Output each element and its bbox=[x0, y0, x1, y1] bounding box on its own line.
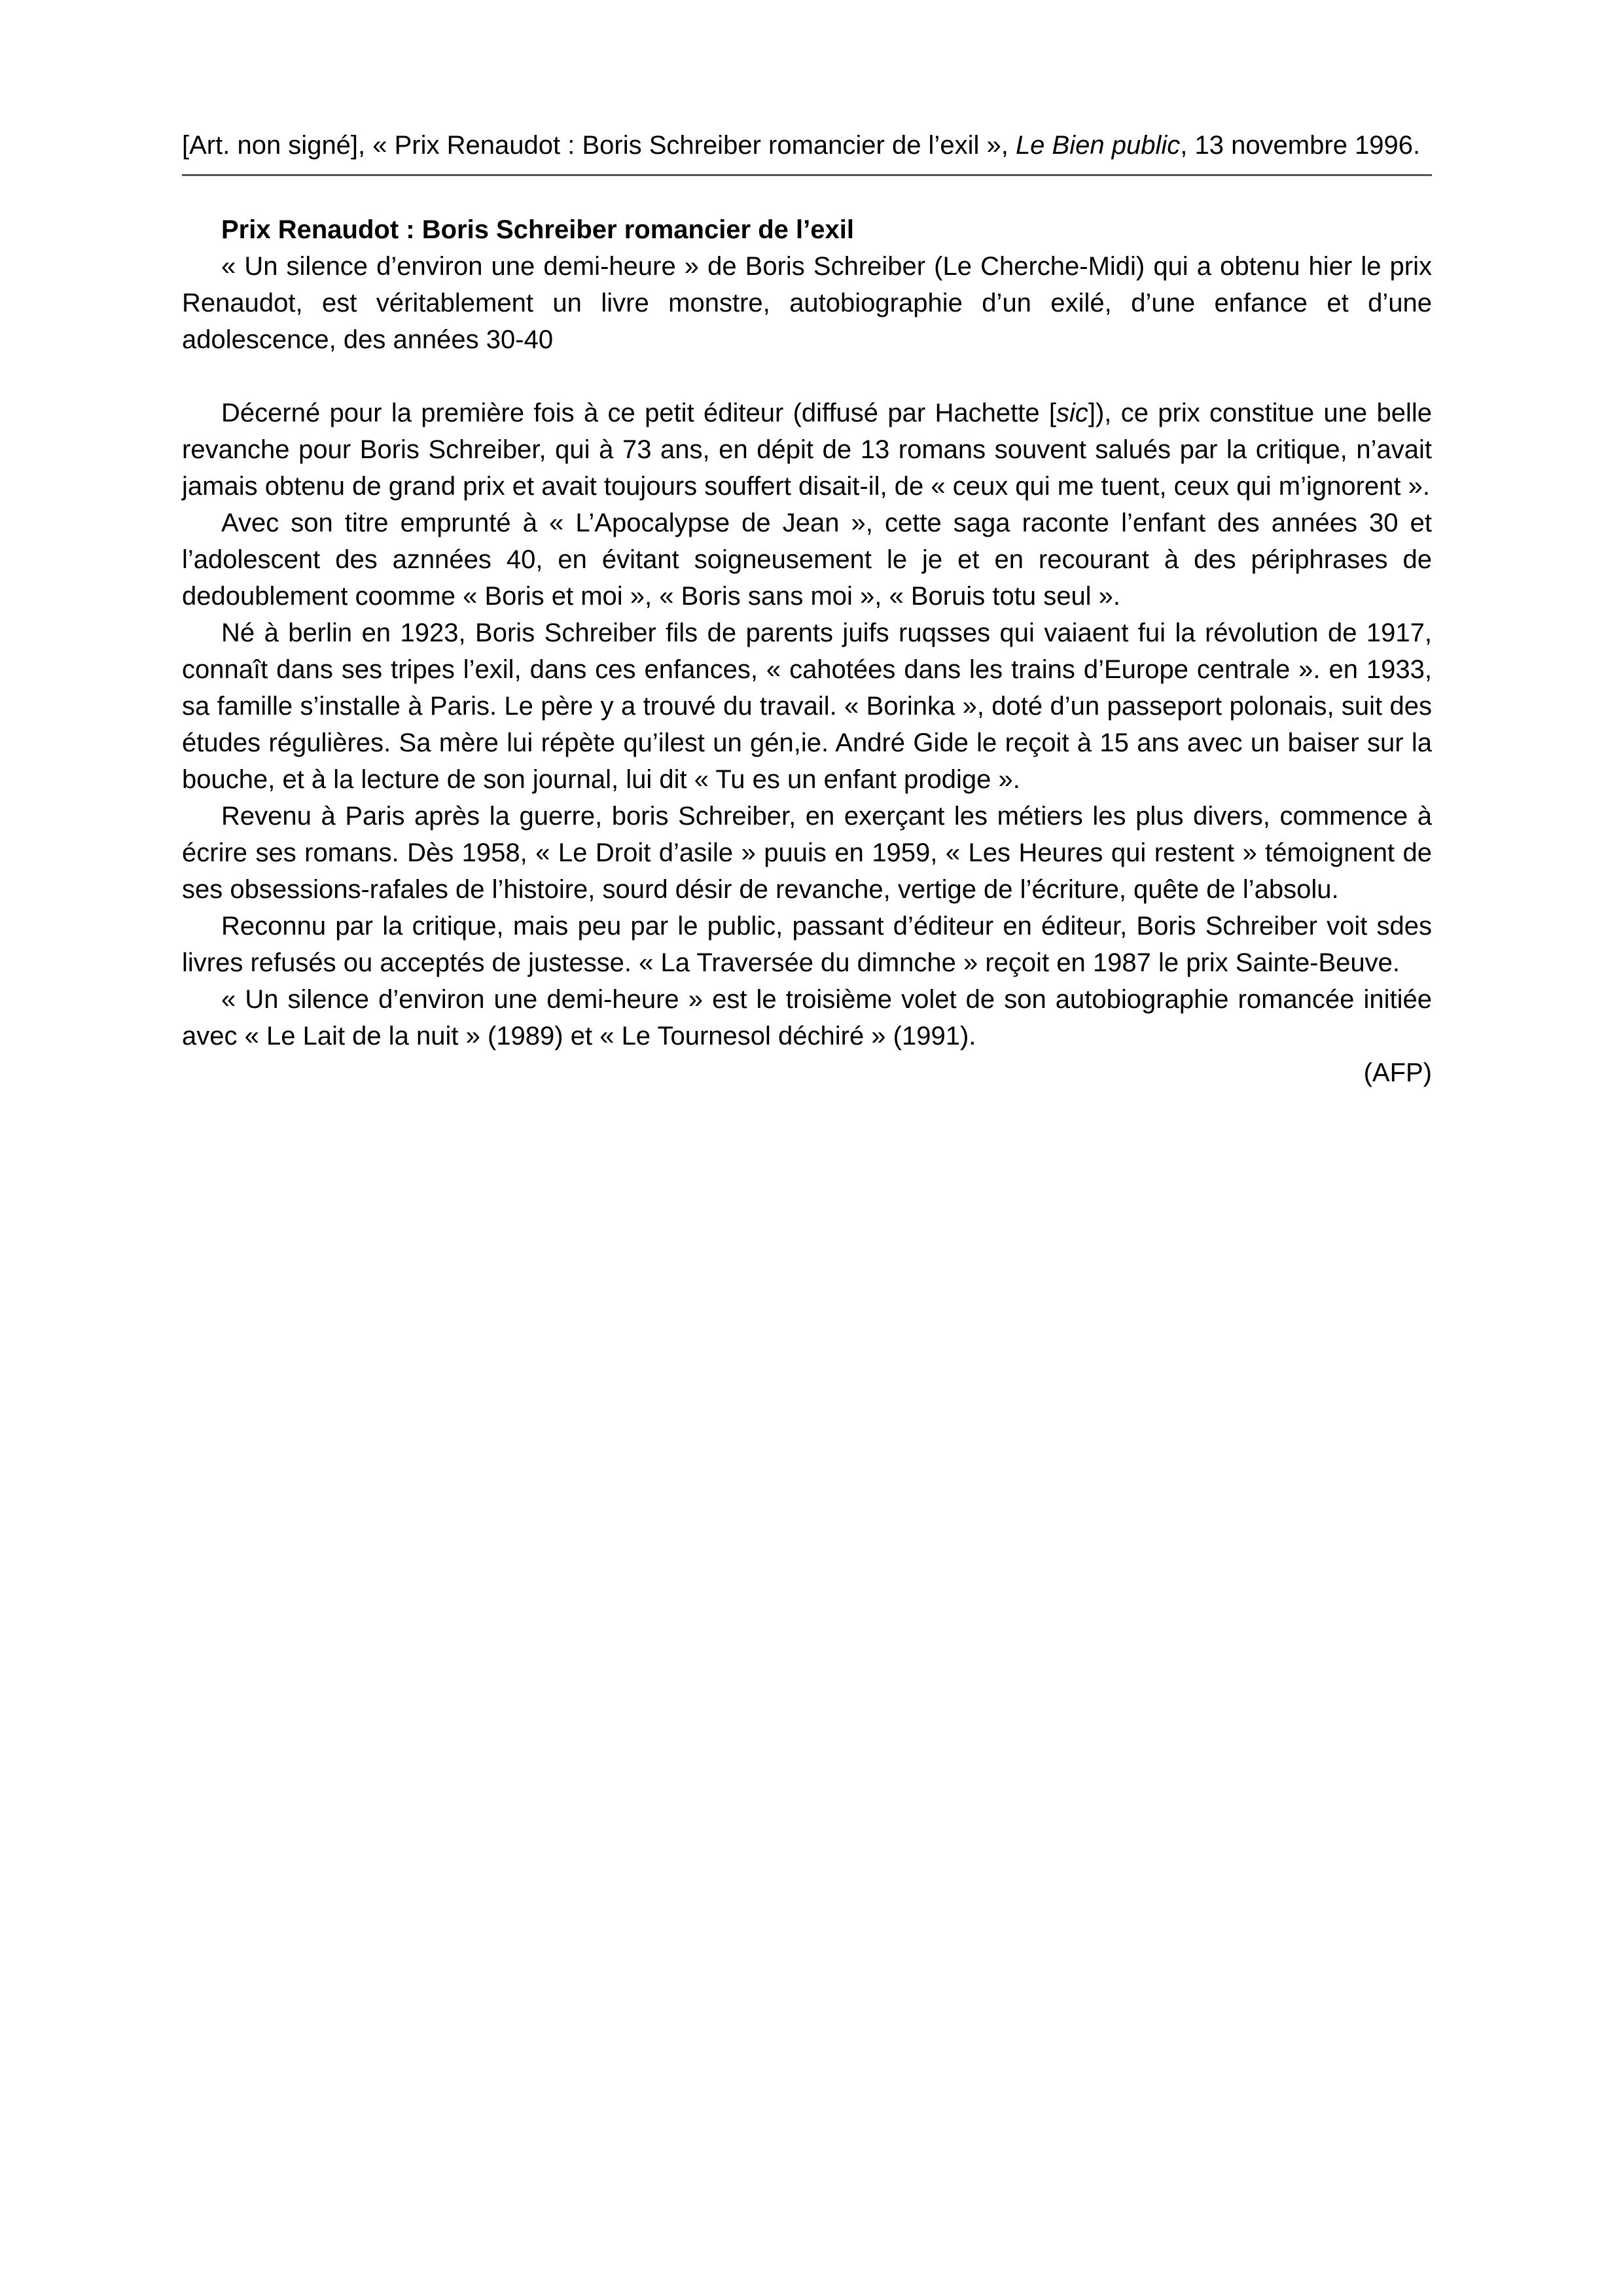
article-paragraph-5: Reconnu par la critique, mais peu par le public, passant d’éditeur en éditeur, Boris Schreiber voit sdes livres refusés ou acceptés de justesse. « La Traversée du dimnche » reçoit en 1987 le prix Sainte-Beuve. bbox=[182, 912, 1432, 977]
article-paragraph-1: Décerné pour la première fois à ce petit éditeur (diffusé par Hachette [sic]), ce prix constitue une belle revanche pour Boris Schreiber, qui à 73 ans, en dépit de 13 romans souvent salués par la critique, n’avait jamais obtenu de grand prix et avait toujours souffert disait-il, de « ceux qui me tuent, ceux qui m’ignorent ». bbox=[182, 399, 1432, 501]
document-page bbox=[182, 127, 1432, 1091]
article-body bbox=[182, 211, 1432, 1091]
sic-annotation: sic bbox=[1056, 399, 1088, 427]
citation-suffix: , 13 novembre 1996. bbox=[1180, 131, 1421, 160]
publication-name: Le Bien public bbox=[1015, 131, 1181, 160]
article-paragraph-3: Né à berlin en 1923, Boris Schreiber fils de parents juifs ruqsses qui vaiaent fui la révolution de 1917, connaît dans ses tripes l’exil, dans ces enfances, « cahotées dans les trains d’Europe centrale ». en 1933, sa famille s’installe à Paris. Le père y a trouvé du travail. « Borinka », doté d’un passeport polonais, suit des études régulières. Sa mère lui répète qu’ilest un gén,ie. André Gide le reçoit à 15 ans avec un baiser sur la bouche, et à la lecture de son journal, lui dit « Tu es un enfant prodige ». bbox=[182, 619, 1432, 794]
article-paragraph-4: Revenu à Paris après la guerre, boris Schreiber, en exerçant les métiers les plus divers, commence à écrire ses romans. Dès 1958, « Le Droit d’asile » puuis en 1959, « Les Heures qui restent » témoignent de ses obsessions-rafales de l’histoire, sourd désir de revanche, vertige de l’écriture, quête de l’absolu. bbox=[182, 802, 1432, 904]
article-paragraph-6: « Un silence d’environ une demi-heure » est le troisième volet de son autobiographie romancée initiée avec « Le Lait de la nuit » (1989) et « Le Tournesol déchiré » (1991). bbox=[182, 985, 1432, 1050]
article-title: Prix Renaudot : Boris Schreiber romancier de l’exil bbox=[221, 215, 854, 244]
article-lead-paragraph: « Un silence d’environ une demi-heure » de Boris Schreiber (Le Cherche-Midi) qui a obtenu hier le prix Renaudot, est véritablement un livre monstre, autobiographie d’un exilé, d’une enfance et d’une adolescence, des années 30-40 bbox=[182, 252, 1432, 354]
header-divider bbox=[182, 174, 1432, 176]
article-credit: (AFP) bbox=[1363, 1058, 1432, 1087]
bibliographic-citation bbox=[182, 127, 1432, 164]
article-paragraph-2: Avec son titre emprunté à « L’Apocalypse de Jean », cette saga raconte l’enfant des années 30 et l’adolescent des aznnées 40, en évitant soigneusement le je et en recourant à des périphrases de dedoublement coomme « Boris et moi », « Boris sans moi », « Boruis totu seul ». bbox=[182, 509, 1432, 611]
citation-prefix: [Art. non signé], « Prix Renaudot : Boris Schreiber romancier de l’exil », bbox=[182, 131, 1016, 160]
